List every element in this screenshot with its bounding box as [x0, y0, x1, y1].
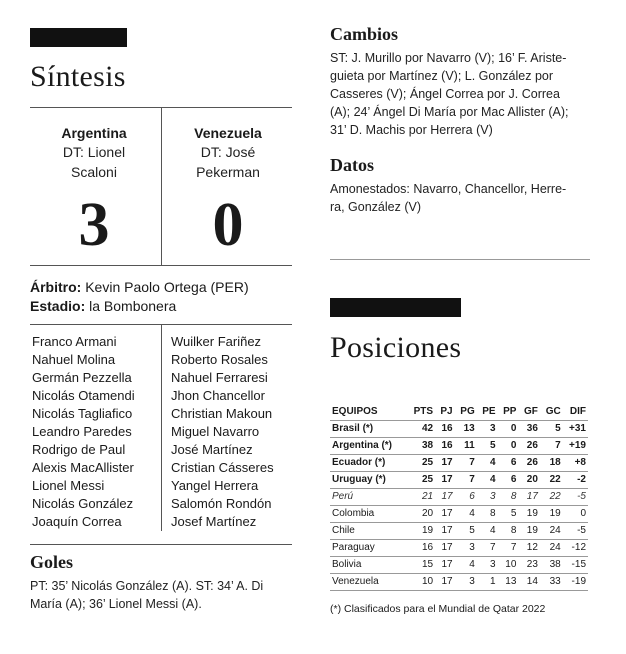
datos-text [330, 180, 600, 216]
posiciones-title: Posiciones [330, 331, 462, 364]
stat-cell: 3 [455, 573, 477, 590]
table-header [330, 404, 588, 420]
stat-cell: 13 [455, 420, 477, 437]
cambios-line: ST: J. Murillo por Navarro (V); 16’ F. Ariste- [330, 51, 567, 65]
stat-cell: 8 [498, 488, 519, 505]
stat-cell: 0 [498, 437, 519, 454]
stat-cell: 18 [540, 454, 563, 471]
player: Nahuel Ferraresi [171, 370, 268, 385]
stat-cell: 19 [518, 505, 540, 522]
stat-cell: 5 [455, 522, 477, 539]
player: Nicolás Tagliafico [32, 406, 133, 421]
stat-cell: 6 [455, 488, 477, 505]
stat-cell: 26 [518, 437, 540, 454]
cambios-line: Casseres (V); Ángel Correa por J. Correa [330, 87, 560, 101]
stat-cell: 14 [518, 573, 540, 590]
divider [330, 259, 590, 260]
team-cell: Perú [330, 488, 407, 505]
stat-cell: 17 [435, 573, 455, 590]
stadium-line [30, 297, 176, 316]
table-row [330, 437, 588, 454]
stat-cell: 42 [407, 420, 435, 437]
cambios-text [330, 49, 600, 139]
stat-cell: 17 [435, 488, 455, 505]
stat-cell: 7 [455, 454, 477, 471]
stat-cell: 7 [540, 437, 563, 454]
stat-cell: 20 [407, 505, 435, 522]
player: Yangel Herrera [171, 478, 259, 493]
stat-cell: 16 [435, 437, 455, 454]
player: Leandro Paredes [32, 424, 132, 439]
stat-cell: 17 [518, 488, 540, 505]
team-cell: Brasil (*) [330, 420, 407, 437]
player: Jhon Chancellor [171, 388, 265, 403]
divider [161, 107, 162, 265]
col-header: PTS [413, 406, 434, 418]
stat-cell: 7 [455, 471, 477, 488]
stat-cell: 25 [407, 471, 435, 488]
standings-table [330, 404, 588, 591]
player: Lionel Messi [32, 478, 105, 493]
col-header: PG [460, 406, 475, 418]
player: Josef Martínez [171, 514, 257, 529]
stat-cell: 17 [435, 471, 455, 488]
stat-cell: 36 [518, 420, 540, 437]
table-row [330, 522, 588, 539]
stat-cell: 5 [498, 505, 519, 522]
stat-cell: 0 [498, 420, 519, 437]
referee-name: Kevin Paolo Ortega (PER) [85, 279, 249, 295]
stat-cell: 0 [563, 505, 588, 522]
home-team-name: Argentina [61, 125, 127, 141]
divider [30, 544, 292, 545]
stat-cell: 4 [455, 556, 477, 573]
stat-cell: 6 [498, 454, 519, 471]
player: Miguel Navarro [171, 424, 260, 439]
col-header: PE [482, 406, 496, 418]
team-cell: Chile [330, 522, 407, 539]
stat-cell: 5 [477, 437, 498, 454]
player: Salomón Rondón [171, 496, 272, 511]
stat-cell: 15 [407, 556, 435, 573]
stat-cell: 8 [498, 522, 519, 539]
team-cell: Colombia [330, 505, 407, 522]
home-team [30, 124, 158, 182]
divider [161, 324, 162, 531]
table-row [330, 505, 588, 522]
away-lineup [171, 333, 274, 531]
stat-cell: +31 [563, 420, 588, 437]
table-row [330, 556, 588, 573]
away-coach: Pekerman [196, 164, 260, 180]
stat-cell: 1 [477, 573, 498, 590]
home-coach: DT: Lionel [62, 144, 126, 160]
away-coach: DT: José [200, 144, 256, 160]
stat-cell: 19 [518, 522, 540, 539]
player: Cristian Cásseres [171, 460, 274, 475]
stadium-name: la Bombonera [89, 298, 177, 314]
stat-cell: 17 [435, 454, 455, 471]
table-row [330, 573, 588, 590]
col-header: PJ [440, 406, 453, 418]
stat-cell: 17 [435, 505, 455, 522]
stat-cell: 4 [477, 454, 498, 471]
stat-cell: 17 [435, 539, 455, 556]
col-header: DIF [569, 406, 586, 418]
team-cell: Uruguay (*) [330, 471, 407, 488]
section-marker-bar [330, 298, 461, 317]
col-header: GC [545, 406, 561, 418]
stat-cell: 20 [518, 471, 540, 488]
datos-line: Amonestados: Navarro, Chancellor, Herre- [330, 182, 567, 196]
stat-cell: 11 [455, 437, 477, 454]
team-cell: Ecuador (*) [330, 454, 407, 471]
stat-cell: 17 [435, 522, 455, 539]
datos-line: ra, González (V) [330, 200, 422, 214]
stat-cell: 4 [455, 505, 477, 522]
player: Joaquín Correa [32, 514, 122, 529]
stat-cell: 38 [540, 556, 563, 573]
team-cell: Bolivia [330, 556, 407, 573]
stat-cell: 6 [498, 471, 519, 488]
cambios-line: guieta por Martínez (V); L. González por [330, 69, 554, 83]
stat-cell: 21 [407, 488, 435, 505]
divider [30, 265, 292, 266]
player: Nicolás Otamendi [32, 388, 135, 403]
stat-cell: 16 [407, 539, 435, 556]
stat-cell: 3 [477, 488, 498, 505]
table-row [330, 539, 588, 556]
stat-cell: 4 [477, 471, 498, 488]
datos-title: Datos [330, 155, 374, 175]
stat-cell: 24 [540, 539, 563, 556]
stat-cell: 33 [540, 573, 563, 590]
stadium-label: Estadio: [30, 298, 86, 314]
away-team-name: Venezuela [194, 125, 262, 141]
home-lineup [32, 333, 135, 531]
stat-cell: +19 [563, 437, 588, 454]
stat-cell: +8 [563, 454, 588, 471]
stat-cell: 3 [477, 556, 498, 573]
col-header: EQUIPOS [332, 406, 378, 418]
stat-cell: 16 [435, 420, 455, 437]
stat-cell: 5 [540, 420, 563, 437]
player: Germán Pezzella [32, 370, 132, 385]
cambios-line: 31’ D. Machis por Herrera (V) [330, 123, 493, 137]
stat-cell: 22 [540, 471, 563, 488]
goles-line: PT: 35’ Nicolás González (A). ST: 34’ A. Di [30, 579, 264, 593]
away-team [164, 124, 292, 182]
stat-cell: 13 [498, 573, 519, 590]
player: Nahuel Molina [32, 352, 116, 367]
standings-footnote: (*) Clasificados para el Mundial de Qatar 2022 [330, 603, 546, 615]
player: Roberto Rosales [171, 352, 268, 367]
stat-cell: 19 [540, 505, 563, 522]
player: Wuilker Fariñez [171, 334, 262, 349]
stat-cell: 10 [498, 556, 519, 573]
referee-line [30, 278, 249, 297]
stat-cell: 26 [518, 454, 540, 471]
stat-cell: 19 [407, 522, 435, 539]
stat-cell: 22 [540, 488, 563, 505]
referee-label: Árbitro: [30, 279, 82, 295]
stat-cell: 12 [518, 539, 540, 556]
sintesis-title: Síntesis [30, 60, 126, 93]
table-row [330, 488, 588, 505]
cambios-line: (A); 24’ Ángel Di María por Mac Allister (A); [330, 105, 569, 119]
player: Nicolás González [32, 496, 134, 511]
stat-cell: -5 [563, 522, 588, 539]
player: Rodrigo de Paul [32, 442, 126, 457]
stat-cell: 4 [477, 522, 498, 539]
stat-cell: -5 [563, 488, 588, 505]
stat-cell: 3 [477, 420, 498, 437]
team-cell: Venezuela [330, 573, 407, 590]
stat-cell: -2 [563, 471, 588, 488]
home-coach: Scaloni [71, 164, 117, 180]
stat-cell: 25 [407, 454, 435, 471]
table-row [330, 471, 588, 488]
player: Christian Makoun [171, 406, 273, 421]
goles-line: María (A); 36’ Lionel Messi (A). [30, 597, 202, 611]
player: Franco Armani [32, 334, 117, 349]
goles-text [30, 577, 300, 613]
stat-cell: 7 [477, 539, 498, 556]
stat-cell: 24 [540, 522, 563, 539]
table-row [330, 420, 588, 437]
col-header: GF [524, 406, 538, 418]
cambios-title: Cambios [330, 24, 399, 44]
stat-cell: -19 [563, 573, 588, 590]
stat-cell: 23 [518, 556, 540, 573]
stat-cell: 7 [498, 539, 519, 556]
stat-cell: -15 [563, 556, 588, 573]
stat-cell: 17 [435, 556, 455, 573]
goles-title: Goles [30, 552, 73, 572]
stat-cell: 38 [407, 437, 435, 454]
team-cell: Argentina (*) [330, 437, 407, 454]
team-cell: Paraguay [330, 539, 407, 556]
player: José Martínez [171, 442, 253, 457]
stat-cell: 10 [407, 573, 435, 590]
stat-cell: -12 [563, 539, 588, 556]
away-score: 0 [212, 191, 244, 259]
col-header: PP [503, 406, 517, 418]
table-row [330, 454, 588, 471]
stat-cell: 8 [477, 505, 498, 522]
player: Alexis MacAllister [32, 460, 134, 475]
stat-cell: 3 [455, 539, 477, 556]
section-marker-bar [30, 28, 127, 47]
home-score: 3 [78, 191, 110, 259]
